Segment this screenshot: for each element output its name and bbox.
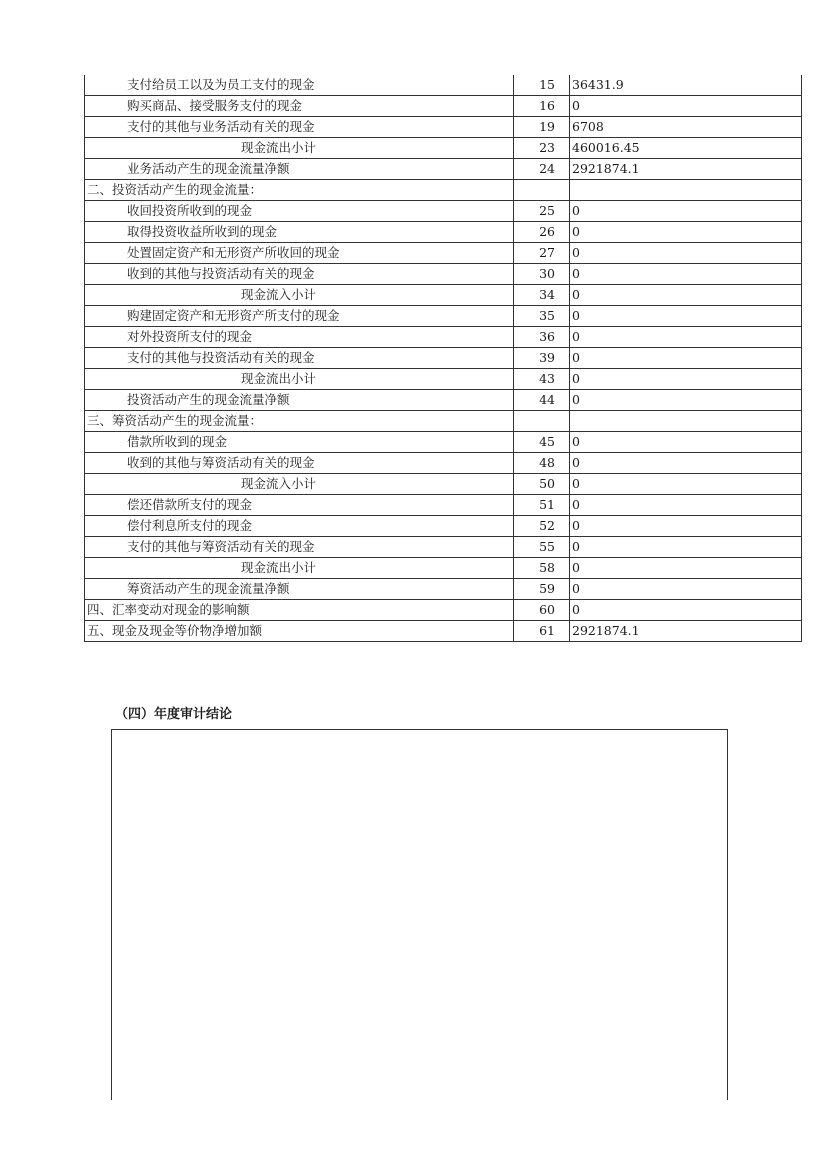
table-row — [85, 138, 802, 159]
item-label-cell: 现金流出小计 — [85, 369, 514, 390]
table-row — [85, 369, 802, 390]
line-number-cell: 15 — [514, 75, 570, 96]
amount-cell — [570, 180, 802, 201]
amount-cell: 0 — [570, 285, 802, 306]
item-label-cell: 现金流入小计 — [85, 474, 514, 495]
item-label-cell: 业务活动产生的现金流量净额 — [85, 159, 514, 180]
item-label-cell: 筹资活动产生的现金流量净额 — [85, 579, 514, 600]
amount-cell — [570, 411, 802, 432]
line-number-cell: 39 — [514, 348, 570, 369]
audit-conclusion-box — [111, 729, 728, 1100]
amount-cell: 6708 — [570, 117, 802, 138]
line-number-cell: 61 — [514, 621, 570, 642]
item-label-cell: 现金流入小计 — [85, 285, 514, 306]
amount-cell: 0 — [570, 327, 802, 348]
item-label-cell: 支付的其他与业务活动有关的现金 — [85, 117, 514, 138]
item-label-cell: 收到的其他与筹资活动有关的现金 — [85, 453, 514, 474]
table-row — [85, 348, 802, 369]
table-row — [85, 306, 802, 327]
item-label-cell: 现金流出小计 — [85, 138, 514, 159]
line-number-cell: 58 — [514, 558, 570, 579]
table-row — [85, 180, 802, 201]
item-label-cell: 支付的其他与投资活动有关的现金 — [85, 348, 514, 369]
table-row — [85, 432, 802, 453]
amount-cell: 0 — [570, 348, 802, 369]
line-number-cell: 35 — [514, 306, 570, 327]
line-number-cell: 59 — [514, 579, 570, 600]
item-label-cell: 支付的其他与筹资活动有关的现金 — [85, 537, 514, 558]
table-row — [85, 495, 802, 516]
section-label-cell: 二、投资活动产生的现金流量： — [85, 180, 514, 201]
table-row — [85, 411, 802, 432]
line-number-cell: 45 — [514, 432, 570, 453]
table-row — [85, 327, 802, 348]
table-row — [85, 243, 802, 264]
table-row — [85, 75, 802, 96]
amount-cell: 0 — [570, 201, 802, 222]
line-number-cell: 27 — [514, 243, 570, 264]
line-number-cell: 48 — [514, 453, 570, 474]
item-label-cell: 收到的其他与投资活动有关的现金 — [85, 264, 514, 285]
table-row — [85, 516, 802, 537]
table-row — [85, 201, 802, 222]
line-number-cell: 26 — [514, 222, 570, 243]
section-label-cell: 五、现金及现金等价物净增加额 — [85, 621, 514, 642]
amount-cell: 0 — [570, 243, 802, 264]
amount-cell: 460016.45 — [570, 138, 802, 159]
table-row — [85, 390, 802, 411]
table-row — [85, 222, 802, 243]
line-number-cell: 36 — [514, 327, 570, 348]
item-label-cell: 投资活动产生的现金流量净额 — [85, 390, 514, 411]
line-number-cell: 55 — [514, 537, 570, 558]
amount-cell: 0 — [570, 600, 802, 621]
amount-cell: 0 — [570, 432, 802, 453]
item-label-cell: 取得投资收益所收到的现金 — [85, 222, 514, 243]
item-label-cell: 购建固定资产和无形资产所支付的现金 — [85, 306, 514, 327]
line-number-cell: 51 — [514, 495, 570, 516]
item-label-cell: 购买商品、接受服务支付的现金 — [85, 96, 514, 117]
amount-cell: 0 — [570, 453, 802, 474]
line-number-cell: 19 — [514, 117, 570, 138]
amount-cell: 0 — [570, 516, 802, 537]
table-row — [85, 96, 802, 117]
amount-cell: 0 — [570, 264, 802, 285]
table-row — [85, 621, 802, 642]
line-number-cell: 34 — [514, 285, 570, 306]
amount-cell: 2921874.1 — [570, 159, 802, 180]
table-row — [85, 600, 802, 621]
item-label-cell: 对外投资所支付的现金 — [85, 327, 514, 348]
line-number-cell: 52 — [514, 516, 570, 537]
table-row — [85, 474, 802, 495]
item-label-cell: 收回投资所收到的现金 — [85, 201, 514, 222]
table-row — [85, 537, 802, 558]
amount-cell: 0 — [570, 558, 802, 579]
amount-cell: 0 — [570, 390, 802, 411]
item-label-cell: 偿付利息所支付的现金 — [85, 516, 514, 537]
audit-conclusion-heading: （四）年度审计结论 — [115, 707, 233, 722]
item-label-cell: 处置固定资产和无形资产所收回的现金 — [85, 243, 514, 264]
amount-cell: 0 — [570, 96, 802, 117]
line-number-cell — [514, 411, 570, 432]
amount-cell: 0 — [570, 222, 802, 243]
table-row — [85, 159, 802, 180]
amount-cell: 0 — [570, 474, 802, 495]
table-row — [85, 285, 802, 306]
table-row — [85, 579, 802, 600]
table-row — [85, 117, 802, 138]
cash-flow-table — [84, 75, 802, 642]
cash-flow-table-body — [85, 75, 802, 642]
line-number-cell: 50 — [514, 474, 570, 495]
amount-cell: 0 — [570, 369, 802, 390]
item-label-cell: 偿还借款所支付的现金 — [85, 495, 514, 516]
line-number-cell — [514, 180, 570, 201]
item-label-cell: 借款所收到的现金 — [85, 432, 514, 453]
line-number-cell: 24 — [514, 159, 570, 180]
line-number-cell: 44 — [514, 390, 570, 411]
amount-cell: 36431.9 — [570, 75, 802, 96]
section-label-cell: 三、筹资活动产生的现金流量： — [85, 411, 514, 432]
line-number-cell: 43 — [514, 369, 570, 390]
line-number-cell: 30 — [514, 264, 570, 285]
item-label-cell: 支付给员工以及为员工支付的现金 — [85, 75, 514, 96]
section-label-cell: 四、汇率变动对现金的影响额 — [85, 600, 514, 621]
line-number-cell: 25 — [514, 201, 570, 222]
line-number-cell: 16 — [514, 96, 570, 117]
item-label-cell: 现金流出小计 — [85, 558, 514, 579]
line-number-cell: 60 — [514, 600, 570, 621]
table-row — [85, 558, 802, 579]
table-row — [85, 264, 802, 285]
amount-cell: 0 — [570, 306, 802, 327]
line-number-cell: 23 — [514, 138, 570, 159]
amount-cell: 2921874.1 — [570, 621, 802, 642]
amount-cell: 0 — [570, 537, 802, 558]
table-row — [85, 453, 802, 474]
amount-cell: 0 — [570, 495, 802, 516]
amount-cell: 0 — [570, 579, 802, 600]
